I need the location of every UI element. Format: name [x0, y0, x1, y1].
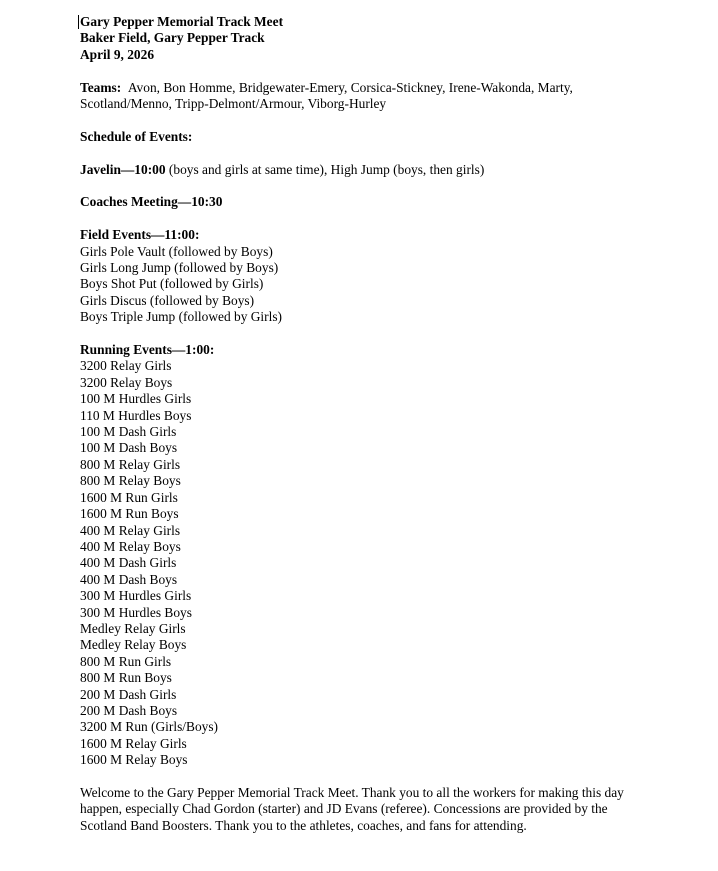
closing-line-1: Welcome to the Gary Pepper Memorial Track Meet. Thank you to all the workers for making this day [80, 784, 624, 800]
field-event-item: Boys Triple Jump (followed by Girls) [80, 309, 282, 325]
running-event-item: 3200 M Run (Girls/Boys) [80, 719, 219, 735]
running-event-item: 800 M Run Boys [80, 670, 172, 686]
running-event-item: 800 M Run Girls [80, 653, 172, 669]
running-event-item: 110 M Hurdles Boys [80, 407, 192, 423]
coaches-meeting: Coaches Meeting—10:30 [80, 194, 223, 210]
running-event-item: 400 M Dash Girls [80, 555, 177, 571]
field-event-item: Girls Discus (followed by Boys) [80, 292, 255, 308]
running-event-item: 1600 M Relay Girls [80, 735, 187, 751]
running-event-item: 400 M Dash Boys [80, 571, 178, 587]
running-event-item: 100 M Hurdles Girls [80, 391, 192, 407]
running-event-item: Medley Relay Boys [80, 637, 187, 653]
running-event-item: 400 M Relay Girls [80, 522, 181, 538]
teams-list-2: Scotland/Menno, Tripp-Delmont/Armour, Viborg-Hurley [80, 96, 387, 112]
field-event-item: Boys Shot Put (followed by Girls) [80, 276, 264, 292]
meet-date: April 9, 2026 [80, 46, 155, 62]
field-events-heading: Field Events—11:00: [80, 227, 200, 243]
running-event-item: 300 M Hurdles Girls [80, 588, 192, 604]
teams-label: Teams: [80, 79, 122, 95]
closing-line-2: happen, especially Chad Gordon (starter) and JD Evans (referee). Concessions are provided by the [80, 801, 608, 817]
document-body[interactable] [80, 14, 690, 834]
running-event-item: 300 M Hurdles Boys [80, 604, 192, 620]
running-event-item: 800 M Relay Girls [80, 456, 181, 472]
running-event-item: 1600 M Run Girls [80, 489, 178, 505]
text-cursor [78, 15, 79, 29]
schedule-heading: Schedule of Events: [80, 128, 193, 144]
running-event-item: 1600 M Run Boys [80, 506, 179, 522]
teams-line-1 [80, 80, 690, 96]
running-event-item: 400 M Relay Boys [80, 538, 181, 554]
teams-list-1: Avon, Bon Homme, Bridgewater-Emery, Corsica-Stickney, Irene-Wakonda, Marty, [127, 79, 573, 95]
meet-title: Gary Pepper Memorial Track Meet [80, 14, 284, 29]
javelin-label: Javelin—10:00 [80, 161, 166, 177]
running-event-item: 800 M Relay Boys [80, 473, 181, 489]
running-event-item: Medley Relay Girls [80, 620, 186, 636]
closing-line-3: Scotland Band Boosters. Thank you to the athletes, coaches, and fans for attending. [80, 817, 527, 833]
running-event-item: 100 M Dash Girls [80, 424, 177, 440]
running-event-item: 3200 Relay Boys [80, 374, 173, 390]
running-events-heading: Running Events—1:00: [80, 342, 215, 358]
running-event-item: 200 M Dash Boys [80, 702, 178, 718]
meet-location: Baker Field, Gary Pepper Track [80, 30, 265, 46]
running-event-item: 3200 Relay Girls [80, 358, 172, 374]
field-event-item: Girls Pole Vault (followed by Boys) [80, 243, 273, 259]
running-event-item: 1600 M Relay Boys [80, 752, 188, 768]
running-event-item: 200 M Dash Girls [80, 686, 177, 702]
field-event-item: Girls Long Jump (followed by Boys) [80, 260, 279, 276]
running-event-item: 100 M Dash Boys [80, 440, 178, 456]
javelin-text: (boys and girls at same time), High Jump (boys, then girls) [165, 161, 485, 177]
javelin-line [80, 162, 690, 178]
